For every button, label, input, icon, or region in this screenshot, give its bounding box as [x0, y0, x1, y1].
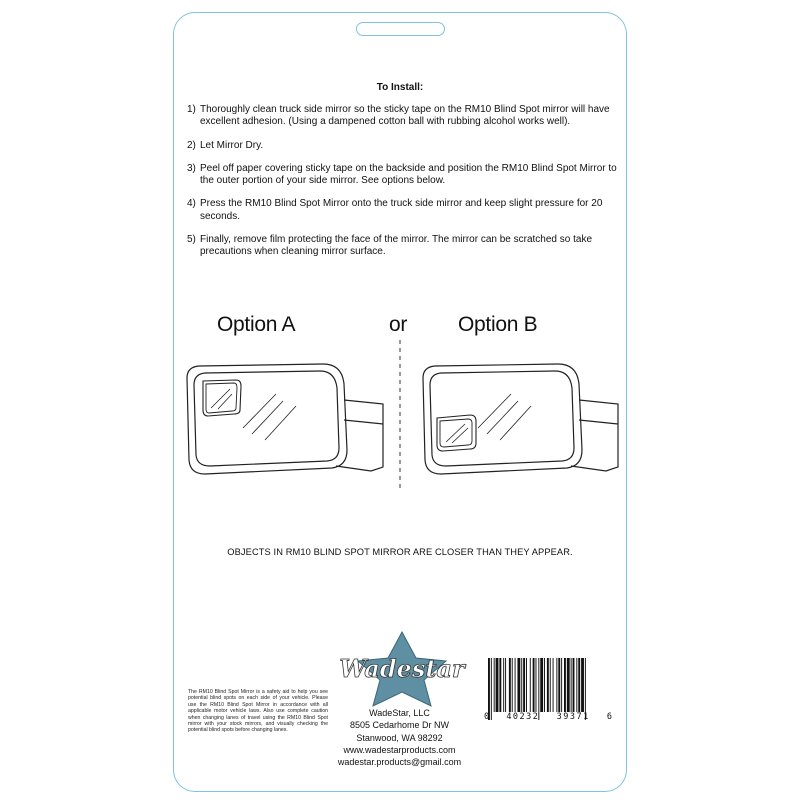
barcode-bar — [571, 658, 572, 712]
or-label: or — [389, 313, 408, 336]
option-b-label: Option B — [458, 313, 538, 336]
company-name: WadeStar, LLC — [369, 708, 430, 718]
barcode-bar — [540, 658, 543, 712]
barcode-bar — [521, 658, 522, 712]
barcode-bar — [544, 658, 545, 712]
install-title: To Install: — [376, 82, 424, 93]
step-text: Thoroughly clean truck side mirror so the sticky tape on the RM10 Blind Spot mirror will have excellent adhesion. (Using a dampened cotton ball with rubbing alcohol works well). — [200, 104, 610, 128]
barcode-bar — [567, 658, 570, 712]
barcode-bar — [530, 658, 531, 712]
mirror-option-a-icon — [187, 364, 383, 474]
barcode-bar — [573, 658, 575, 712]
barcode-bar — [561, 658, 562, 712]
barcode-bar — [512, 658, 513, 712]
barcode-bar — [581, 658, 584, 712]
company-street: 8505 Cedarhome Dr NW — [349, 720, 450, 731]
barcode-bar — [550, 658, 551, 712]
barcode-digit-group: 6 — [606, 712, 612, 722]
barcode-bar — [564, 658, 566, 712]
step-number: 3) — [187, 162, 196, 174]
barcode-bar — [558, 658, 560, 712]
logo-text: Wadestar — [339, 654, 465, 683]
barcode-bar — [526, 658, 527, 712]
barcode-digit-group: 39371 — [556, 712, 590, 722]
company-info — [332, 707, 467, 768]
barcode-bar — [553, 658, 554, 712]
barcode-bar — [536, 658, 537, 712]
barcode-bar — [578, 658, 580, 712]
barcode-bar — [556, 658, 557, 712]
barcode-bar — [505, 658, 506, 712]
barcode-bar — [547, 658, 549, 712]
disclaimer-text: The RM10 Blind Spot Mirror is a safety aid to help you see potential blind spots on each side of your vehicle. Please use the RM10 Blind Spot Mirror in accordance with all applicable motor vehicle laws. Also use complete caution when changing lanes of travel using the RM10 Blind Spot mirror with your stock mirrors, and visually checking the potential blind spots before changing lanes. — [188, 689, 328, 734]
step-number: 1) — [187, 104, 196, 115]
barcode-bar — [515, 658, 516, 712]
barcode-bar — [517, 658, 520, 712]
barcode-bar — [496, 658, 499, 712]
barcode-bar — [538, 658, 539, 720]
step-text: Press the RM10 Blind Spot Mirror onto the truck side mirror and keep slight pressure for 20 seconds. — [200, 198, 603, 222]
company-email[interactable]: wadestar.products@gmail.com — [337, 757, 462, 768]
barcode-bar — [503, 658, 504, 712]
warning-text: OBJECTS IN RM10 BLIND SPOT MIRROR ARE CLOSER THAN THEY APPEAR. — [227, 547, 573, 557]
barcode-bar — [494, 658, 495, 712]
company-city: Stanwood, WA 98292 — [356, 732, 443, 743]
option-a-label: Option A — [217, 313, 296, 336]
barcode-bar — [585, 658, 586, 720]
step-number: 5) — [187, 234, 196, 246]
step-number: 2) — [187, 139, 196, 151]
barcode-bar — [576, 658, 577, 712]
mirror-option-b-icon — [423, 364, 618, 474]
wadestar-logo — [336, 630, 468, 708]
barcode-digit-group: 0 — [484, 712, 490, 722]
barcode-digit-group: 40232 — [506, 712, 540, 722]
step-number: 4) — [187, 198, 196, 210]
barcode-bar — [499, 658, 501, 712]
step-text: Let Mirror Dry. — [200, 139, 264, 151]
step-text: Finally, remove film protecting the face of the mirror. The mirror can be scratched so take precautions when cleaning mirror surface. — [200, 234, 593, 258]
barcode-bar — [523, 658, 525, 712]
barcode-digits — [484, 712, 612, 722]
company-website[interactable]: www.wadestarproducts.com — [343, 744, 456, 755]
step-text: Peel off paper covering sticky tape on the backside and position the RM10 Blind Spot Mirror to the outer portion of your side mirror. See options below. — [200, 162, 617, 187]
barcode-bar — [509, 658, 511, 712]
barcode-bar — [491, 658, 492, 720]
barcode-bar — [488, 658, 490, 720]
barcode-bar — [533, 658, 535, 712]
